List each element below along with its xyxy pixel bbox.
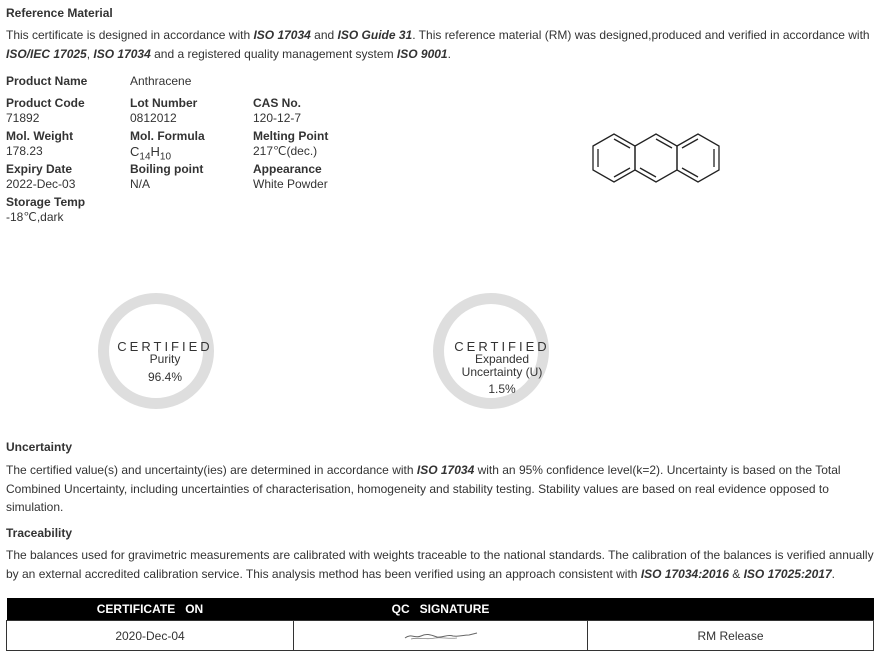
storage-temp-label: Storage Temp [6, 195, 86, 209]
uncertainty-certified-block [447, 340, 557, 396]
certificate-date: 2020-Dec-04 [7, 621, 294, 651]
lot-number-label: Lot Number [130, 96, 198, 110]
page-title: Reference Material [6, 6, 113, 20]
mol-weight-label: Mol. Weight [6, 129, 74, 143]
uncertainty-title: Uncertainty [6, 440, 73, 454]
uncertainty-label-line1: Expanded [474, 352, 530, 366]
qc-signature-cell [294, 621, 588, 651]
boiling-point-value: N/A [130, 177, 151, 191]
lot-number-value: 0812012 [130, 111, 177, 125]
mol-weight-value: 178.23 [6, 144, 43, 158]
purity-label: Purity [149, 352, 181, 366]
cas-label: CAS No. [253, 96, 301, 110]
uncertainty-value: 1.5% [488, 382, 516, 396]
uncertainty-label-line2: Uncertainty (U) [461, 365, 543, 379]
release-header [588, 598, 874, 621]
boiling-point-label: Boiling point [130, 162, 204, 176]
traceability-paragraph: The balances used for gravimetric measurements are calibrated with weights traceable to the national standards. The calibration of the balances is verified annually by an external accredited calibration service. This analysis method has been verified using an approach consistent with ISO 17034:2016 & ISO 17025:2017. [6, 548, 874, 581]
storage-temp-value: -18℃,dark [6, 210, 64, 224]
qc-signature-header: QC SIGNATURE [294, 598, 588, 621]
product-code-label: Product Code [6, 96, 85, 110]
expiry-date-label: Expiry Date [6, 162, 73, 176]
handwritten-signature [401, 629, 481, 643]
mol-formula-label: Mol. Formula [130, 129, 205, 143]
appearance-label: Appearance [253, 162, 322, 176]
melting-point-value: 217℃(dec.) [253, 144, 318, 158]
melting-point-label: Melting Point [253, 129, 329, 143]
product-code-value: 71892 [6, 111, 40, 125]
appearance-value: White Powder [253, 177, 328, 191]
anthracene-structure-icon [585, 122, 745, 198]
uncertainty-paragraph: The certified value(s) and uncertainty(ies) are determined in accordance with ISO 17034 with an 95% confidence level(k=2). Uncertainty is based on the Total Combined Uncertainty, including uncertainties of characterisation, homogeneity and stability testing. Stability values are based on real evidence opposed to simulation. [6, 463, 841, 514]
product-name-value: Anthracene [130, 74, 192, 88]
certified-word: CERTIFIED [454, 339, 550, 354]
product-name-label: Product Name [6, 74, 88, 88]
signature-table [6, 598, 874, 651]
cas-value: 120-12-7 [253, 111, 302, 125]
certified-word: CERTIFIED [117, 339, 213, 354]
intro-paragraph: This certificate is designed in accordance with ISO 17034 and ISO Guide 31. This reference material (RM) was designed,produced and verified in accordance with ISO/IEC 17025, ISO 17034 and a registered quality management system ISO 9001. [6, 28, 870, 61]
rm-release-cell: RM Release [588, 621, 874, 651]
traceability-title: Traceability [6, 526, 73, 540]
mol-formula-value: $C_{14}H_{10}$ [130, 144, 172, 163]
purity-value: 96.4% [147, 370, 183, 384]
purity-certified-block [110, 340, 220, 384]
certificate-on-header: CERTIFICATE ON [7, 598, 294, 621]
expiry-date-value: 2022-Dec-03 [6, 177, 76, 191]
